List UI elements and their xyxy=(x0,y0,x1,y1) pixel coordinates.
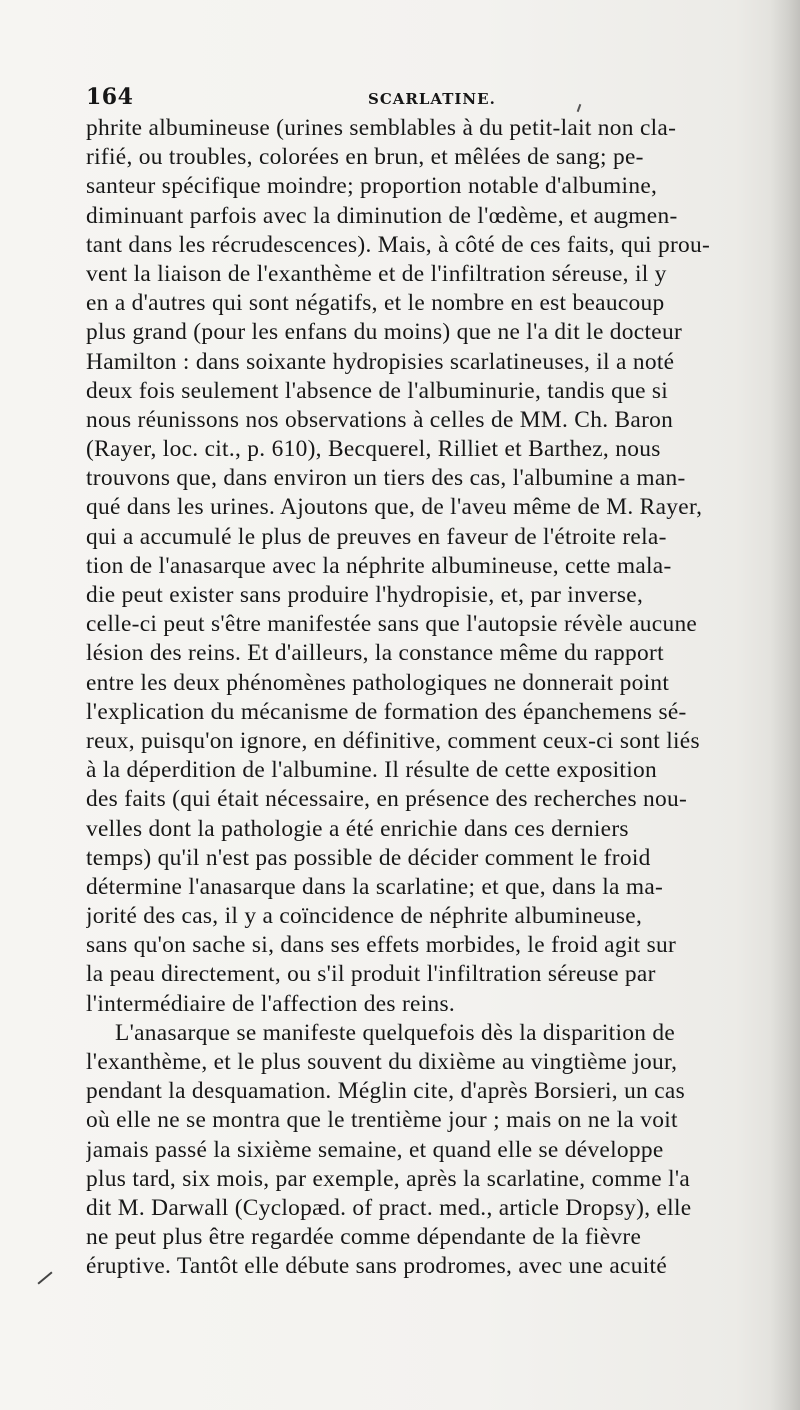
text-line: nous réunissons nos observations à celles de MM. Ch. Baron xyxy=(86,406,674,433)
margin-pen-mark xyxy=(37,1271,52,1284)
page-number: 164 xyxy=(86,84,134,110)
text-line: jamais passé la sixième semaine, et quand elle se développe xyxy=(86,1136,664,1163)
text-line: die peut exister sans produire l'hydropisie, et, par inverse, xyxy=(86,582,644,608)
text-line: rifié, ou troubles, colorées en brun, et mêlées de sang; pe- xyxy=(86,144,644,171)
text-line: velles dont la pathologie a été enrichie dans ces derniers xyxy=(86,815,629,842)
text-line: santeur spécifique moindre; proportion notable d'albumine, xyxy=(86,173,658,200)
text-line: tant dans les récrudescences). Mais, à côté de ces faits, qui prou- xyxy=(86,231,711,258)
text-line: temps) qu'il n'est pas possible de décider comment le froid xyxy=(86,844,651,871)
text-line: (Rayer, loc. cit., p. 610), Becquerel, Rilliet et Barthez, nous xyxy=(86,436,661,463)
text-line: éruptive. Tantôt elle débute sans prodromes, avec une acuité xyxy=(86,1253,667,1280)
text-line: à la déperdition de l'albumine. Il résulte de cette exposition xyxy=(86,757,658,784)
text-line: sans qu'on sache si, dans ses effets morbides, le froid agit sur xyxy=(86,932,677,959)
text-line: reux, puisqu'on ignore, en définitive, comment ceux-ci sont liés xyxy=(86,727,700,754)
text-line: l'intermédiaire de l'affection des reins. xyxy=(86,990,456,1017)
text-line: phrite albumineuse (urines semblables à du petit-lait non cla- xyxy=(86,115,677,141)
text-line: l'exanthème, et le plus souvent du dixième au vingtième jour, xyxy=(86,1049,678,1075)
running-head xyxy=(86,84,776,114)
text-line: ne peut plus être regardée comme dépendante de la fièvre xyxy=(86,1224,642,1251)
text-line: celle-ci peut s'être manifestée sans que l'autopsie révèle aucune xyxy=(86,611,698,638)
text-line: trouvons que, dans environ un tiers des cas, l'albumine a man- xyxy=(86,465,686,492)
text-line: plus tard, six mois, par exemple, après la scarlatine, comme l'a xyxy=(86,1165,691,1192)
paragraph-first-line: L'anasarque se manifeste quelquefois dès la disparition de xyxy=(115,1019,676,1046)
body-text xyxy=(86,114,786,1282)
text-line: vent la liaison de l'exanthème et de l'infiltration séreuse, il y xyxy=(86,260,667,287)
text-line: l'explication du mécanisme de formation des épanchemens sé- xyxy=(86,698,687,725)
text-line: détermine l'anasarque dans la scarlatine; et que, dans la ma- xyxy=(86,873,664,900)
text-line: la peau directement, ou s'il produit l'infiltration séreuse par xyxy=(86,961,656,988)
text-line: qui a accumulé le plus de preuves en faveur de l'étroite rela- xyxy=(86,523,667,550)
text-line: entre les deux phénomènes pathologiques ne donnerait point xyxy=(86,669,670,696)
text-line: dit M. Darwall (Cyclopæd. of pract. med., article Dropsy), elle xyxy=(86,1194,692,1221)
text-line: tion de l'anasarque avec la néphrite albumineuse, cette mala- xyxy=(86,552,672,579)
text-line: jorité des cas, il y a coïncidence de néphrite albumineuse, xyxy=(86,903,643,930)
text-line: deux fois seulement l'absence de l'albuminurie, tandis que si xyxy=(86,377,669,404)
text-line: qué dans les urines. Ajoutons que, de l'aveu même de M. Rayer, xyxy=(86,494,703,521)
text-line: des faits (qui était nécessaire, en présence des recherches nou- xyxy=(86,786,688,813)
text-line: plus grand (pour les enfans du moins) que ne l'a dit le docteur xyxy=(86,319,683,346)
text-line: diminuant parfois avec la diminution de l'œdème, et augmen- xyxy=(86,202,678,229)
text-line: en a d'autres qui sont négatifs, et le nombre en est beaucoup xyxy=(86,290,665,317)
text-line: pendant la desquamation. Méglin cite, d'après Borsieri, un cas xyxy=(86,1078,685,1105)
running-title: SCARLATINE. xyxy=(368,90,496,108)
text-line: lésion des reins. Et d'ailleurs, la constance même du rapport xyxy=(86,640,664,667)
text-line: Hamilton : dans soixante hydropisies scarlatineuses, il a noté xyxy=(86,348,675,375)
text-line: où elle ne se montra que le trentième jour ; mais on ne la voit xyxy=(86,1107,678,1134)
